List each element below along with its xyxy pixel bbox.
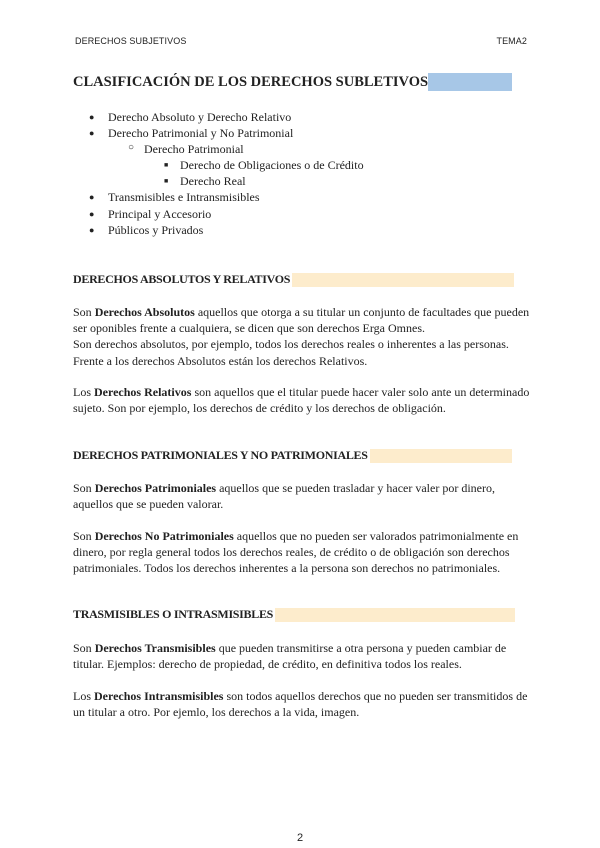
section-heading-absolutos	[73, 271, 514, 287]
title-highlight	[428, 73, 512, 91]
bullet-marker: ○	[128, 142, 135, 154]
bullet-marker: ■	[164, 177, 169, 186]
text-run: Son	[73, 641, 95, 655]
section-heading-transmisibles	[73, 606, 515, 622]
paragraph-patrimoniales	[73, 480, 533, 512]
section-heading-text: TRASMISIBLES O INTRASMISIBLES	[73, 607, 274, 621]
section-heading-text: DERECHOS PATRIMONIALES Y NO PATRIMONIALES	[73, 448, 368, 462]
list-item	[73, 206, 364, 222]
text-run: Los	[73, 689, 94, 703]
section-highlight	[292, 273, 514, 287]
text-run: que pueden transmitirse a otra persona y pueden cambiar de titular. Ejemplos: derecho de propiedad, de crédito, en definitiva todos los reales.	[73, 641, 507, 672]
paragraph-relativos	[73, 384, 533, 416]
paragraph-no-patrimoniales	[73, 528, 533, 577]
text-run: aquellos que otorga a su titular un conjunto de facultades que pueden ser oponibles frente a cualquiera, se dicen que son derechos Erga Omnes.	[73, 305, 530, 336]
list-item-text: Derecho Absoluto y Derecho Relativo	[108, 110, 292, 124]
section-heading-patrimoniales	[73, 447, 512, 463]
bullet-marker: ●	[89, 112, 95, 122]
list-item	[73, 141, 364, 157]
header-left: DERECHOS SUBJETIVOS	[75, 36, 187, 46]
text-run: Frente a los derechos Absolutos están los derechos Relativos.	[73, 353, 368, 368]
list-item	[73, 222, 364, 238]
text-run: Son	[73, 481, 95, 495]
text-run: aquellos que se pueden trasladar y hacer valer por dinero, aquellos que se pueden valorar.	[73, 481, 495, 512]
header-right: TEMA2	[496, 36, 527, 46]
bullet-marker: ●	[89, 224, 95, 235]
list-item	[73, 125, 364, 141]
bold-term: Derechos Patrimoniales	[94, 481, 217, 495]
list-item-text: Derecho Patrimonial	[144, 142, 244, 157]
list-item-text: Públicos y Privados	[108, 222, 204, 237]
text-run: Son	[73, 529, 95, 543]
classification-list	[73, 109, 364, 238]
page-title	[73, 73, 527, 91]
list-item-text: Derecho Real	[180, 174, 246, 189]
list-item-text: Transmisibles e Intransmisibles	[108, 190, 260, 205]
bold-term: Derechos Intransmisibles	[94, 689, 224, 703]
text-run: Son derechos absolutos, por ejemplo, todos los derechos reales o inherentes a las personas.	[73, 337, 509, 352]
bullet-marker: ●	[89, 208, 95, 219]
list-item	[73, 109, 364, 125]
section-highlight	[370, 449, 512, 463]
paragraph-transmisibles	[73, 640, 533, 672]
text-run: son todos aquellos derechos que no pueden ser transmitidos de un titular a otro. Por ejemlo, los derechos a la vida, imagen.	[73, 689, 528, 720]
bold-term: Derechos No Patrimoniales	[94, 529, 234, 543]
text-run: aquellos que no pueden ser valorados patrimonialmente en dinero, por regla general todos los derechos reales, de crédito o de obligación son derechos patrimoniales. Todos los derechos inherentes a la persona son derechos no patrimoniales.	[73, 529, 519, 576]
list-item	[73, 189, 364, 205]
list-item	[73, 157, 364, 173]
bullet-marker: ●	[89, 128, 95, 139]
section-highlight	[275, 608, 515, 622]
bullet-marker: ■	[164, 161, 169, 170]
list-item	[73, 173, 364, 189]
bold-term: Derechos Absolutos	[94, 305, 195, 319]
text-run: Los	[73, 385, 94, 399]
page-number: 2	[296, 832, 304, 844]
paragraph-absolutos	[73, 304, 533, 369]
list-item-text: Derecho de Obligaciones o de Crédito	[180, 158, 364, 173]
list-item-text: Derecho Patrimonial y No Patrimonial	[108, 126, 294, 141]
bold-term: Derechos Relativos	[94, 385, 192, 399]
page-title-text: CLASIFICACIÓN DE LOS DERECHOS SUBLETIVOS	[73, 74, 429, 90]
list-item-text: Principal y Accesorio	[108, 206, 212, 221]
bold-term: Derechos Transmisibles	[94, 641, 216, 655]
bullet-marker: ●	[89, 192, 95, 203]
section-heading-text: DERECHOS ABSOLUTOS Y RELATIVOS	[73, 272, 291, 286]
paragraph-intransmisibles	[73, 688, 533, 720]
text-run: Son	[73, 305, 95, 319]
text-run: son aquellos que el titular puede hacer valer solo ante un determinado sujeto. Son por ejemplo, los derechos de crédito y los derechos de obligación.	[73, 385, 530, 416]
